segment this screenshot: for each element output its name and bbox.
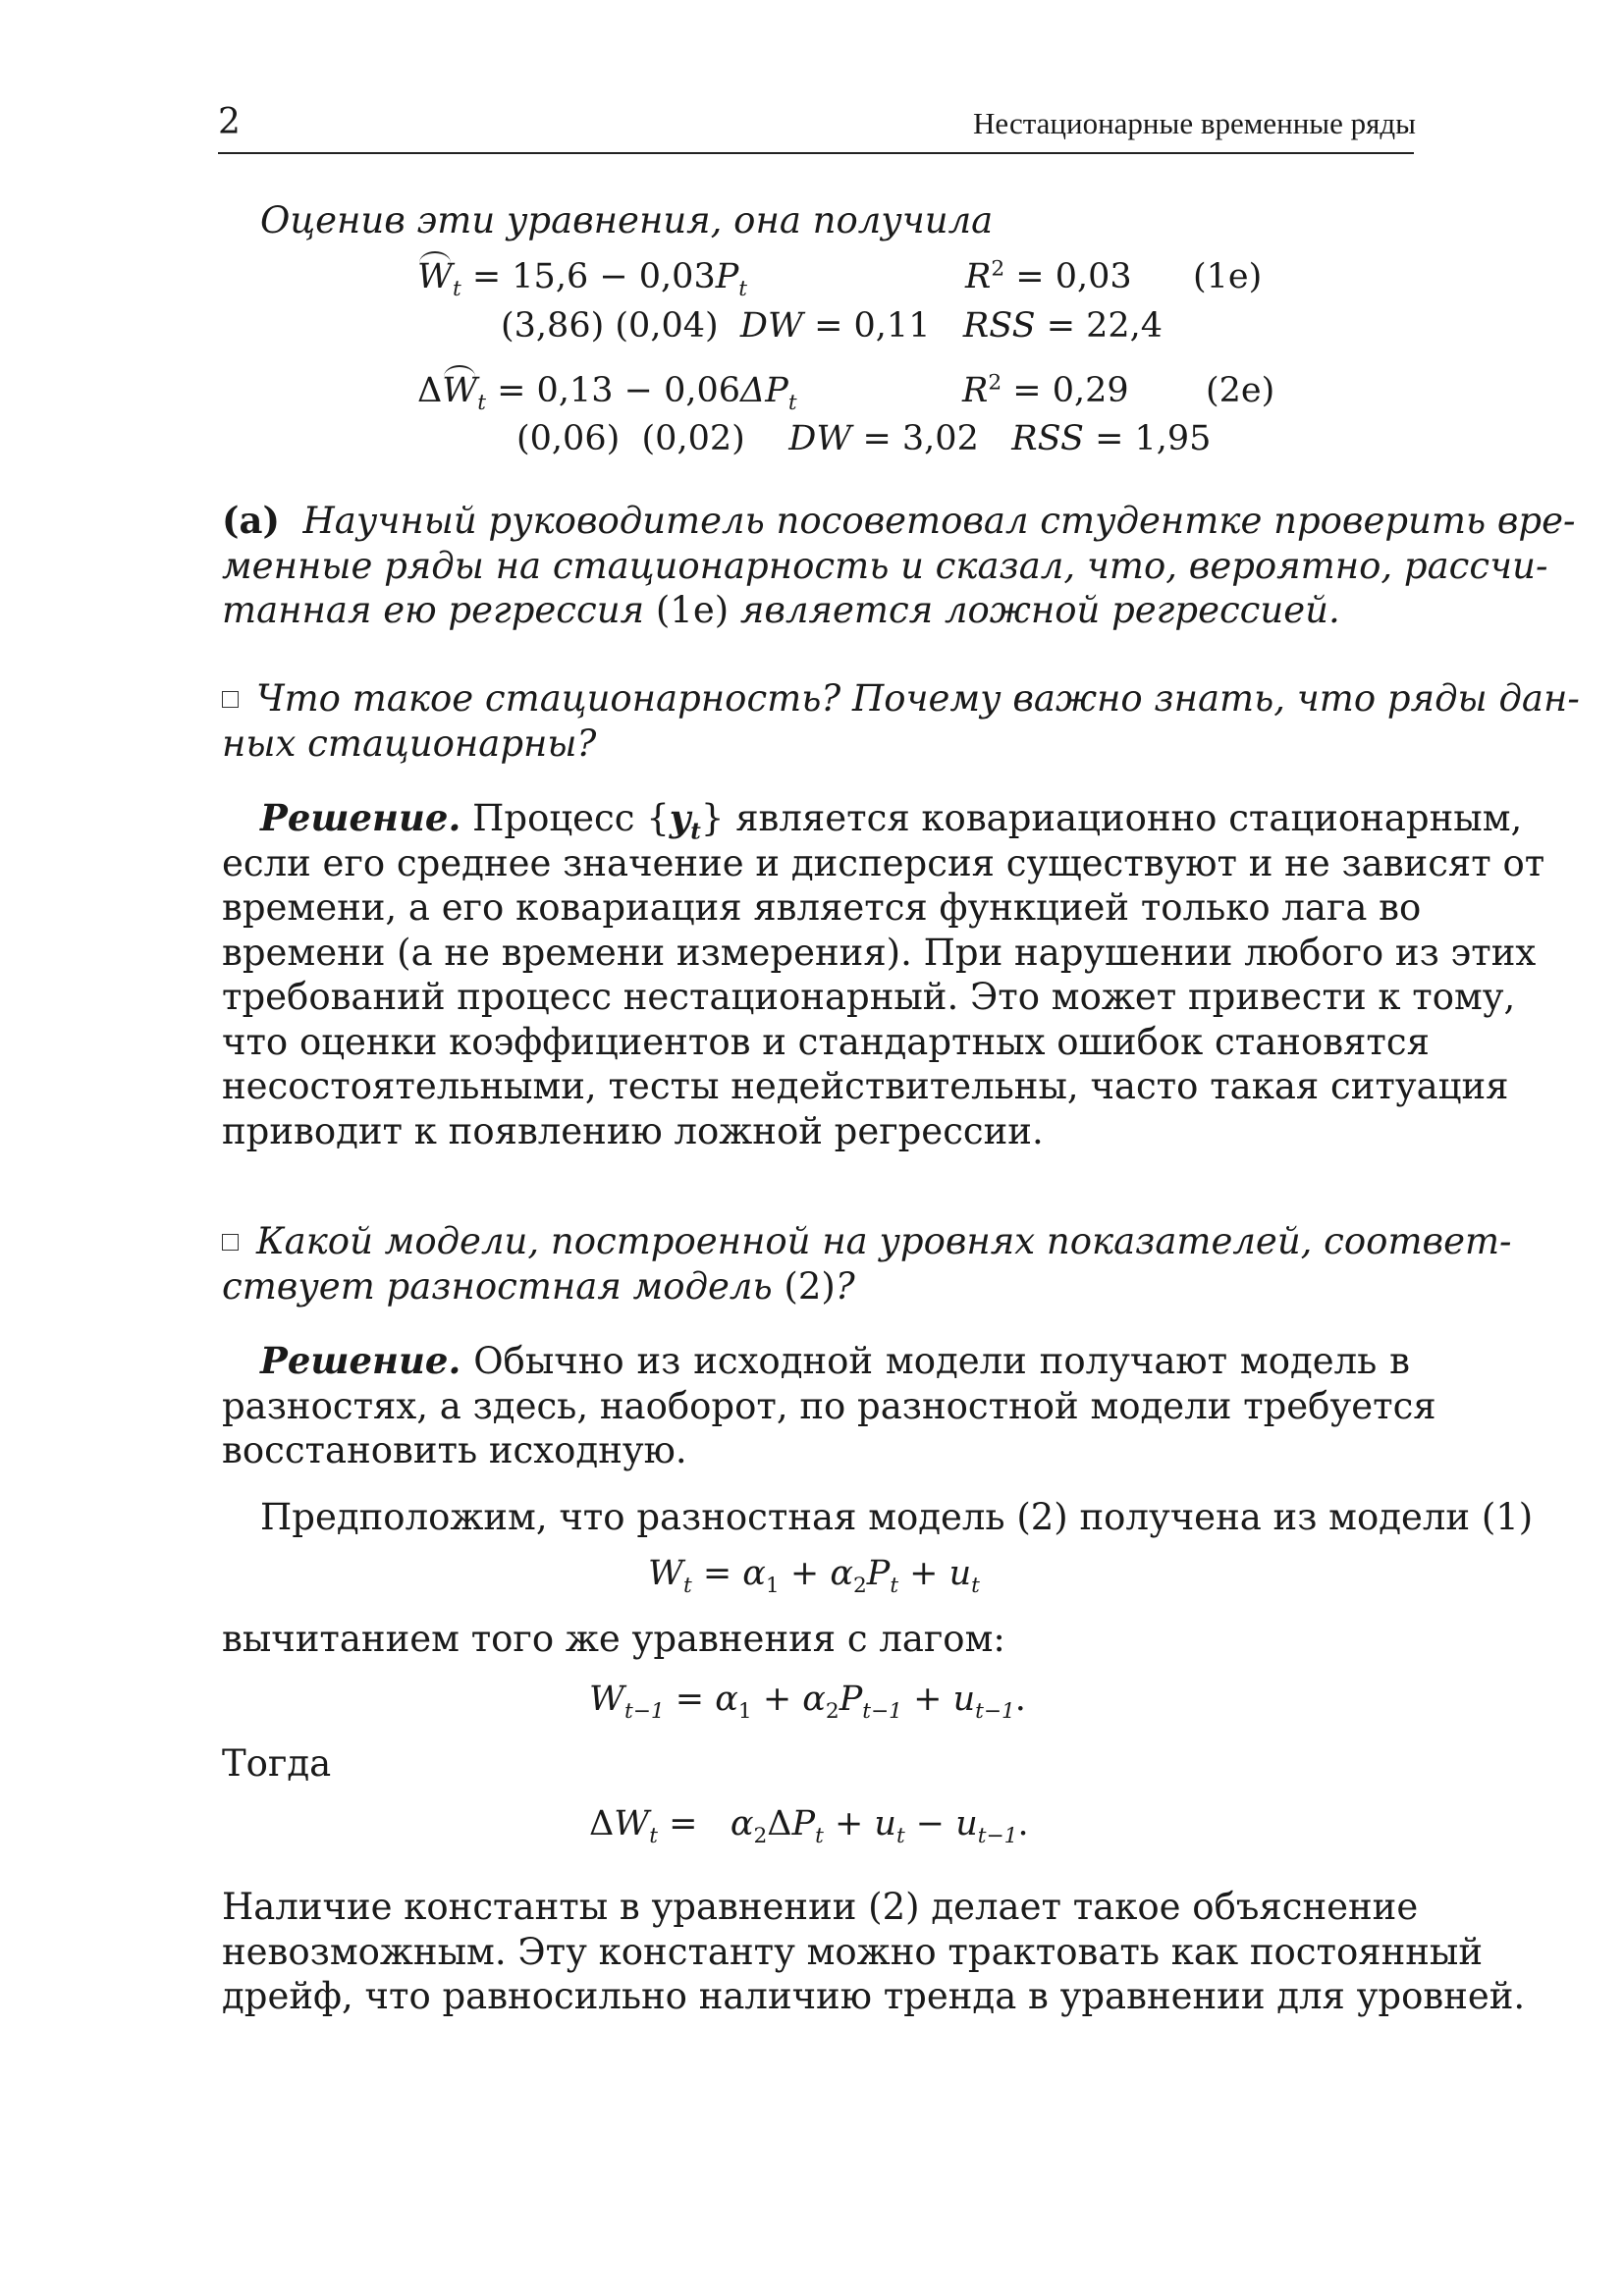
part-a (222, 499, 1576, 633)
eq1-r2-value: = 0,03 (1004, 257, 1132, 296)
eq2-se2: (0,02) (641, 419, 745, 458)
eq2-number: (2е) (1206, 371, 1275, 410)
eq1-dw-value: = 0,11 (802, 306, 931, 346)
eq2-r2-value: = 0,29 (1001, 371, 1129, 410)
eq2-rss-value: = 1,95 (1083, 419, 1212, 458)
solution-1-line: приводит к появлению ложной регрессии. (222, 1109, 1044, 1152)
part-a-ref: (1е) (655, 589, 730, 631)
eq1-r2-label: R (965, 257, 992, 296)
eq2-dw-value: = 3,02 (851, 419, 979, 458)
eq2-delta: Δ (417, 371, 443, 410)
formula-1: $W_t = \alpha_1 + \alpha_2P_t + u_t$ (648, 1554, 980, 1598)
question-2-ref: (2) (784, 1264, 836, 1308)
eq2-r2 (962, 371, 1129, 410)
solution-1-line: несостоятельными, тесты недействительны, часто такая ситуация (222, 1065, 1509, 1107)
conclusion-line: невозможным. Эту константу можно трактовать как постоянный (222, 1930, 1484, 1973)
solution-1-label: Решение. (260, 796, 461, 839)
eq2-var: ΔP (740, 371, 788, 410)
question-2-line2-a: ствует разностная модель (222, 1264, 785, 1308)
subtract-text: вычитанием того же уравнения с лагом: (222, 1618, 1005, 1660)
assumption-text: Предположим, что разностная модель (2) получена из модели (1) (260, 1496, 1534, 1538)
question-2-line2-b: ? (835, 1264, 855, 1308)
part-a-line: Научный руководитель посоветовал студентке проверить вре- (302, 500, 1576, 542)
solution-1 (222, 796, 1545, 1153)
formula-2: $W_{t-1} = \alpha_1 + \alpha_2P_{t-1} + u_{t-1}$. (589, 1680, 1026, 1724)
solution-1-line: что оценки коэффициентов и стандартных ошибок становятся (222, 1020, 1430, 1063)
eq2-rss-label: RSS (1011, 419, 1084, 458)
solution-2-line: восстановить исходную. (222, 1429, 687, 1471)
solution-2-text: Обычно из исходной модели получают модель в (460, 1340, 1410, 1382)
eq1-stats (501, 306, 1163, 346)
eq2-r2-label: R (962, 371, 989, 410)
part-a-line3-a: танная ею регрессия (222, 589, 656, 631)
eq1-rhs: = 15,6 − 0,03 (460, 257, 716, 296)
then-text: Тогда (222, 1742, 332, 1785)
running-title: Нестационарные временные ряды (973, 106, 1416, 140)
checkbox-square-icon (222, 1234, 239, 1251)
conclusion-line: дрейф, что равносильно наличию тренда в уравнении для уровней. (222, 1975, 1526, 2017)
equation-1e (417, 257, 747, 301)
eq2-var-sub: t (787, 391, 797, 415)
question-2 (222, 1219, 1512, 1308)
eq1-rss-label: RSS (962, 306, 1036, 346)
eq2-se1: (0,06) (516, 419, 621, 458)
eq1-lhs-sub: t (452, 277, 461, 301)
question-1-line: Что такое стационарность? Почему важно знать, что ряды дан- (256, 677, 1580, 720)
intro-text: Оценив эти уравнения, она получила (260, 199, 994, 241)
question-2-line: Какой модели, построенной на уровнях показателей, соответ- (256, 1220, 1512, 1262)
solution-1-var: y (669, 796, 691, 839)
solution-1-line: времени (а не времени измерения). При нарушении любого из этих (222, 931, 1537, 974)
header-rule (218, 152, 1414, 154)
eq1-number: (1е) (1193, 257, 1263, 296)
part-a-line: менные ряды на стационарность и сказал, что, вероятно, рассчи- (222, 544, 1548, 587)
solution-2 (222, 1339, 1436, 1473)
eq1-var-sub: t (738, 277, 747, 301)
equation-2e (417, 371, 797, 415)
eq2-rhs: = 0,13 − 0,06 (485, 371, 740, 410)
eq2-r2-sup: 2 (988, 370, 1002, 396)
solution-2-line: разностях, а здесь, наоборот, по разностной модели требуется (222, 1384, 1436, 1427)
eq2-lhs: W (442, 371, 478, 410)
eq1-var: P (715, 257, 739, 296)
eq1-r2 (965, 257, 1132, 296)
eq2-stats (516, 419, 1211, 458)
solution-2-label: Решение. (260, 1339, 461, 1382)
eq1-r2-sup: 2 (991, 256, 1005, 282)
solution-1-line: времени, а его ковариация является функцией только лага во (222, 886, 1422, 929)
eq1-dw-label: DW (739, 306, 803, 346)
checkbox-square-icon (222, 691, 239, 708)
question-1-line: ных стационарны? (222, 721, 597, 765)
question-1 (222, 676, 1580, 766)
eq1-lhs: W (417, 257, 453, 296)
conclusion-line: Наличие константы в уравнении (2) делает такое объяснение (222, 1886, 1419, 1928)
solution-1-var-sub: t (690, 818, 701, 845)
solution-1-line: требований процесс нестационарный. Это может привести к тому, (222, 976, 1516, 1018)
part-a-label: (а) (222, 499, 280, 542)
eq1-se2: (0,04) (615, 306, 719, 346)
conclusion (222, 1885, 1526, 2019)
solution-1-line: если его среднее значение и дисперсия существуют и не зависят от (222, 841, 1545, 884)
eq2-dw-label: DW (788, 419, 852, 458)
solution-1-text: Процесс { (460, 797, 670, 839)
page-number: 2 (218, 102, 241, 142)
eq2-lhs-sub: t (477, 391, 486, 415)
solution-1-text: } является ковариационно стационарным, (700, 797, 1523, 839)
formula-3: $\Delta W_t = \alpha_2\Delta P_t + u_t - u_{t-1}$. (589, 1804, 1029, 1848)
eq1-rss-value: = 22,4 (1035, 306, 1164, 346)
eq1-se1: (3,86) (501, 306, 605, 346)
part-a-line3-b: является ложной регрессией. (729, 589, 1340, 631)
